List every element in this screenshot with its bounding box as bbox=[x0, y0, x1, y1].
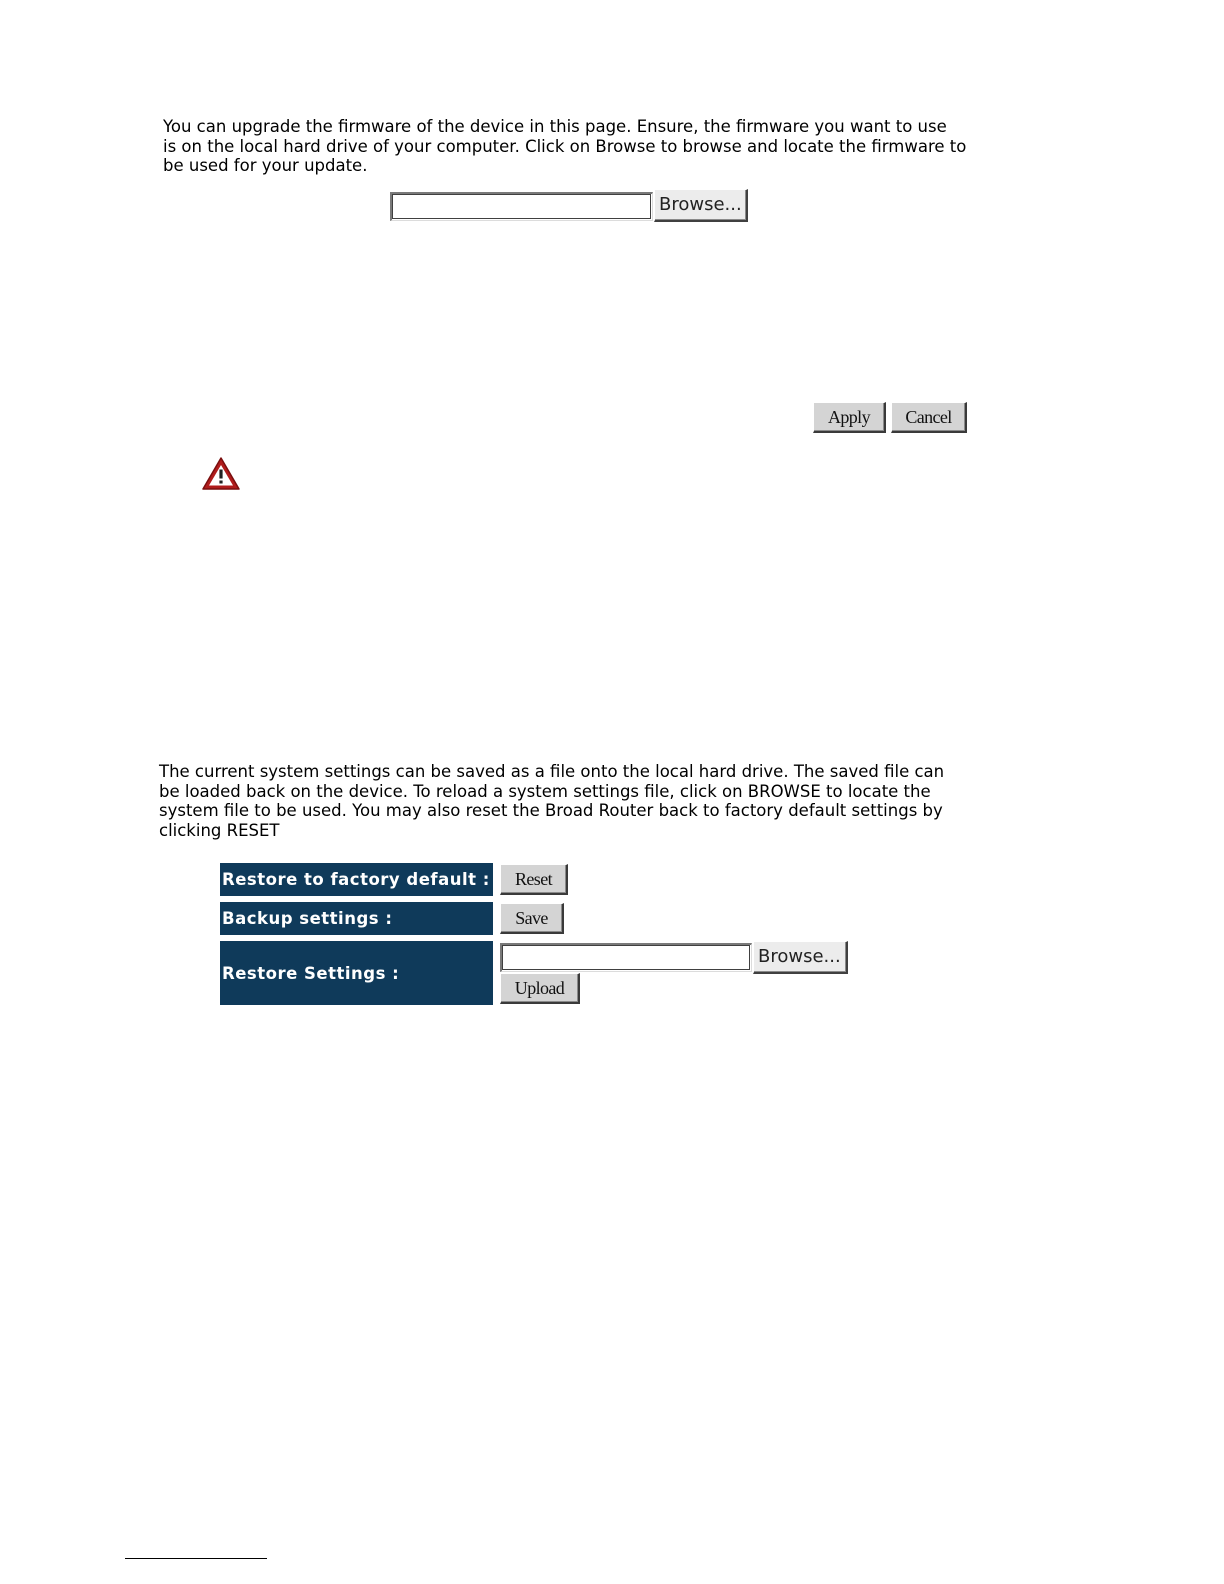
backup-settings-label: Backup settings : bbox=[220, 902, 493, 935]
restore-browse-button[interactable]: Browse... bbox=[753, 941, 848, 974]
cancel-button[interactable]: Cancel bbox=[891, 402, 967, 433]
upload-button[interactable]: Upload bbox=[500, 973, 580, 1004]
restore-factory-default-label: Restore to factory default : bbox=[220, 863, 493, 896]
save-button[interactable]: Save bbox=[500, 903, 564, 934]
footnote-separator bbox=[125, 1558, 267, 1559]
reset-button[interactable]: Reset bbox=[500, 864, 568, 895]
firmware-description: You can upgrade the firmware of the device in this page. Ensure, the firmware you want to use is on the local hard drive of your computer. Click on Browse to browse and locate the firmware to be used for your update. bbox=[163, 117, 967, 176]
restore-file-input[interactable] bbox=[500, 943, 752, 972]
restore-settings-label: Restore Settings : bbox=[220, 941, 493, 1005]
apply-button[interactable]: Apply bbox=[813, 402, 886, 433]
warning-icon bbox=[201, 456, 241, 491]
settings-description: The current system settings can be saved as a file onto the local hard drive. The saved file can be loaded back on the device. To reload a system settings file, click on BROWSE to locate the system file to be used. You may also reset the Broad Router back to factory default settings by clicking RESET bbox=[159, 762, 945, 841]
firmware-browse-button[interactable]: Browse... bbox=[654, 189, 748, 222]
firmware-file-input[interactable] bbox=[390, 192, 653, 221]
